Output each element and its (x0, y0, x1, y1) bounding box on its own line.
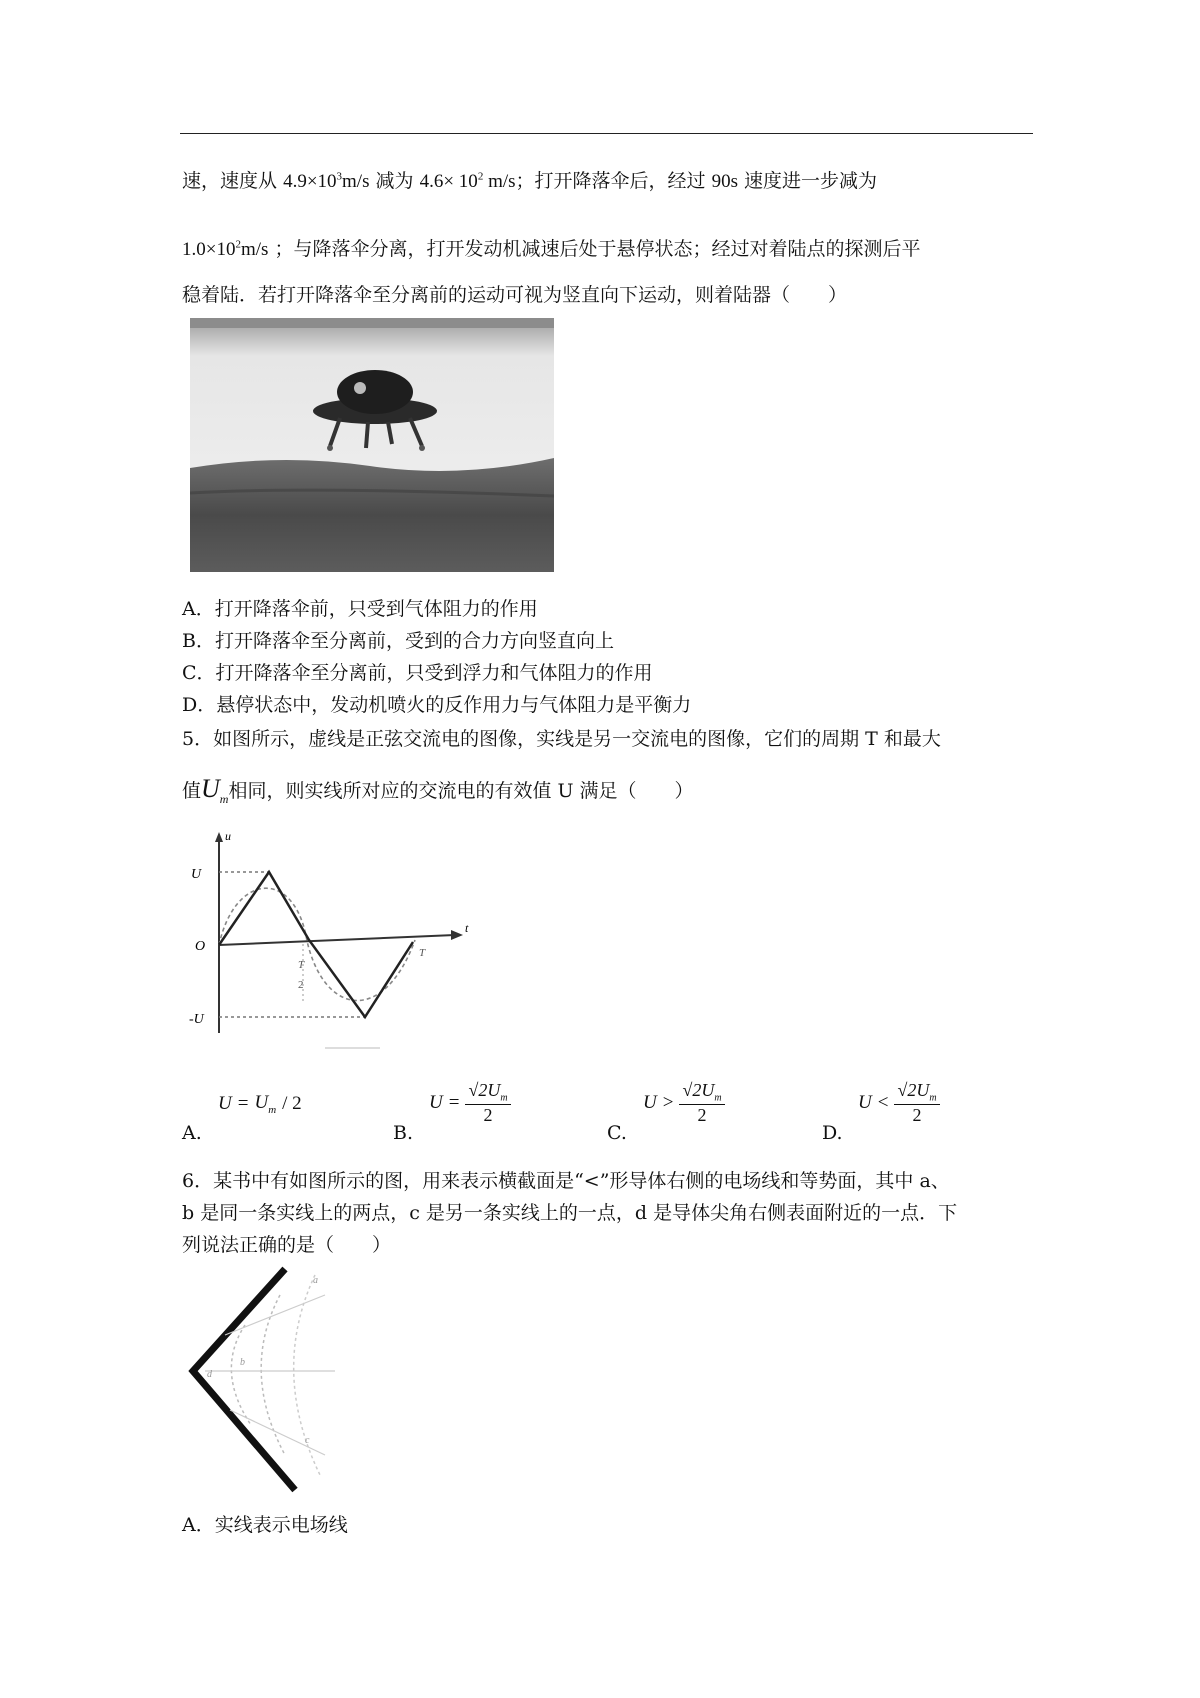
figure-label-d: d (207, 1369, 212, 1380)
q4-option-b: B．打开降落伞至分离前，受到的合力方向竖直向上 (182, 630, 614, 652)
q6-line-2: b 是同一条实线上的两点，c 是另一条实线上的一点，d 是导体尖角右侧表面附近的一点．下 (182, 1202, 958, 1224)
q5-choice-b: B. U = $\frac{√2U_m}{2}$ (393, 1080, 593, 1150)
graph-um-label: U (191, 867, 202, 882)
q4-line-3: 稳着陆．若打开降落伞至分离前的运动可视为竖直向下运动，则着陆器（ ） (182, 284, 848, 306)
q5-choice-c: C. U > $\frac{√2U_m}{2}$ (607, 1080, 807, 1150)
q6-line-1: 6．某书中有如图所示的图，用来表示横截面是“<”形导体右侧的电场线和等势面，其中 a、 (182, 1170, 950, 1192)
q5-choice-d: D. U < $\frac{√2U_m}{2}$ (822, 1080, 1022, 1150)
q4-option-d: D．悬停状态中，发动机喷火的反作用力与气体阻力是平衡力 (182, 694, 692, 716)
x-axis (219, 935, 455, 945)
q6-option-a: A．实线表示电场线 (182, 1514, 348, 1536)
y-axis-label: u (225, 829, 231, 843)
q4-line-1: 速，速度从 $4.9\times 10^3m/s$ 减为 $4.6\times 10^2$ m/s；打开降落伞后，经过 90s 速度进一步减为 (182, 170, 878, 192)
graph-half-t-den: 2 (298, 979, 304, 991)
figure-label-b: b (240, 1357, 245, 1368)
q5-line-1: 5．如图所示，虚线是正弦交流电的图像，实线是另一交流电的图像，它们的周期 T 和最大 (182, 728, 941, 750)
q5-choice-a: A. U = $U_m$ / 2 (182, 1092, 302, 1144)
q4-line-2: $1.0\times 10^2m/s$ ；与降落伞分离，打开发动机减速后处于悬停状态；经过对着陆点的探测后平 (182, 238, 921, 260)
graph-neg-um-label: -U (189, 1012, 204, 1027)
figure-label-c: c (305, 1435, 310, 1446)
conductor-field-figure (185, 1265, 355, 1495)
figure-label-a: a (313, 1275, 318, 1286)
q5-line-2: 值$U_m$相同，则实线所对应的交流电的有效值 U 满足（ ） (182, 774, 694, 807)
graph-origin-label: O (195, 939, 206, 954)
q4-option-a: A．打开降落伞前，只受到气体阻力的作用 (182, 598, 538, 620)
graph-half-t-num: T (298, 959, 305, 971)
lander-photo (190, 318, 554, 572)
q6-line-3: 列说法正确的是（ ） (182, 1234, 392, 1256)
ac-waveform-graph (185, 828, 475, 1058)
x-axis-label: t (465, 921, 469, 935)
q4-option-c: C．打开降落伞至分离前，只受到浮力和气体阻力的作用 (182, 662, 653, 684)
graph-t-label: T (419, 947, 426, 959)
header-rule (180, 133, 1033, 134)
